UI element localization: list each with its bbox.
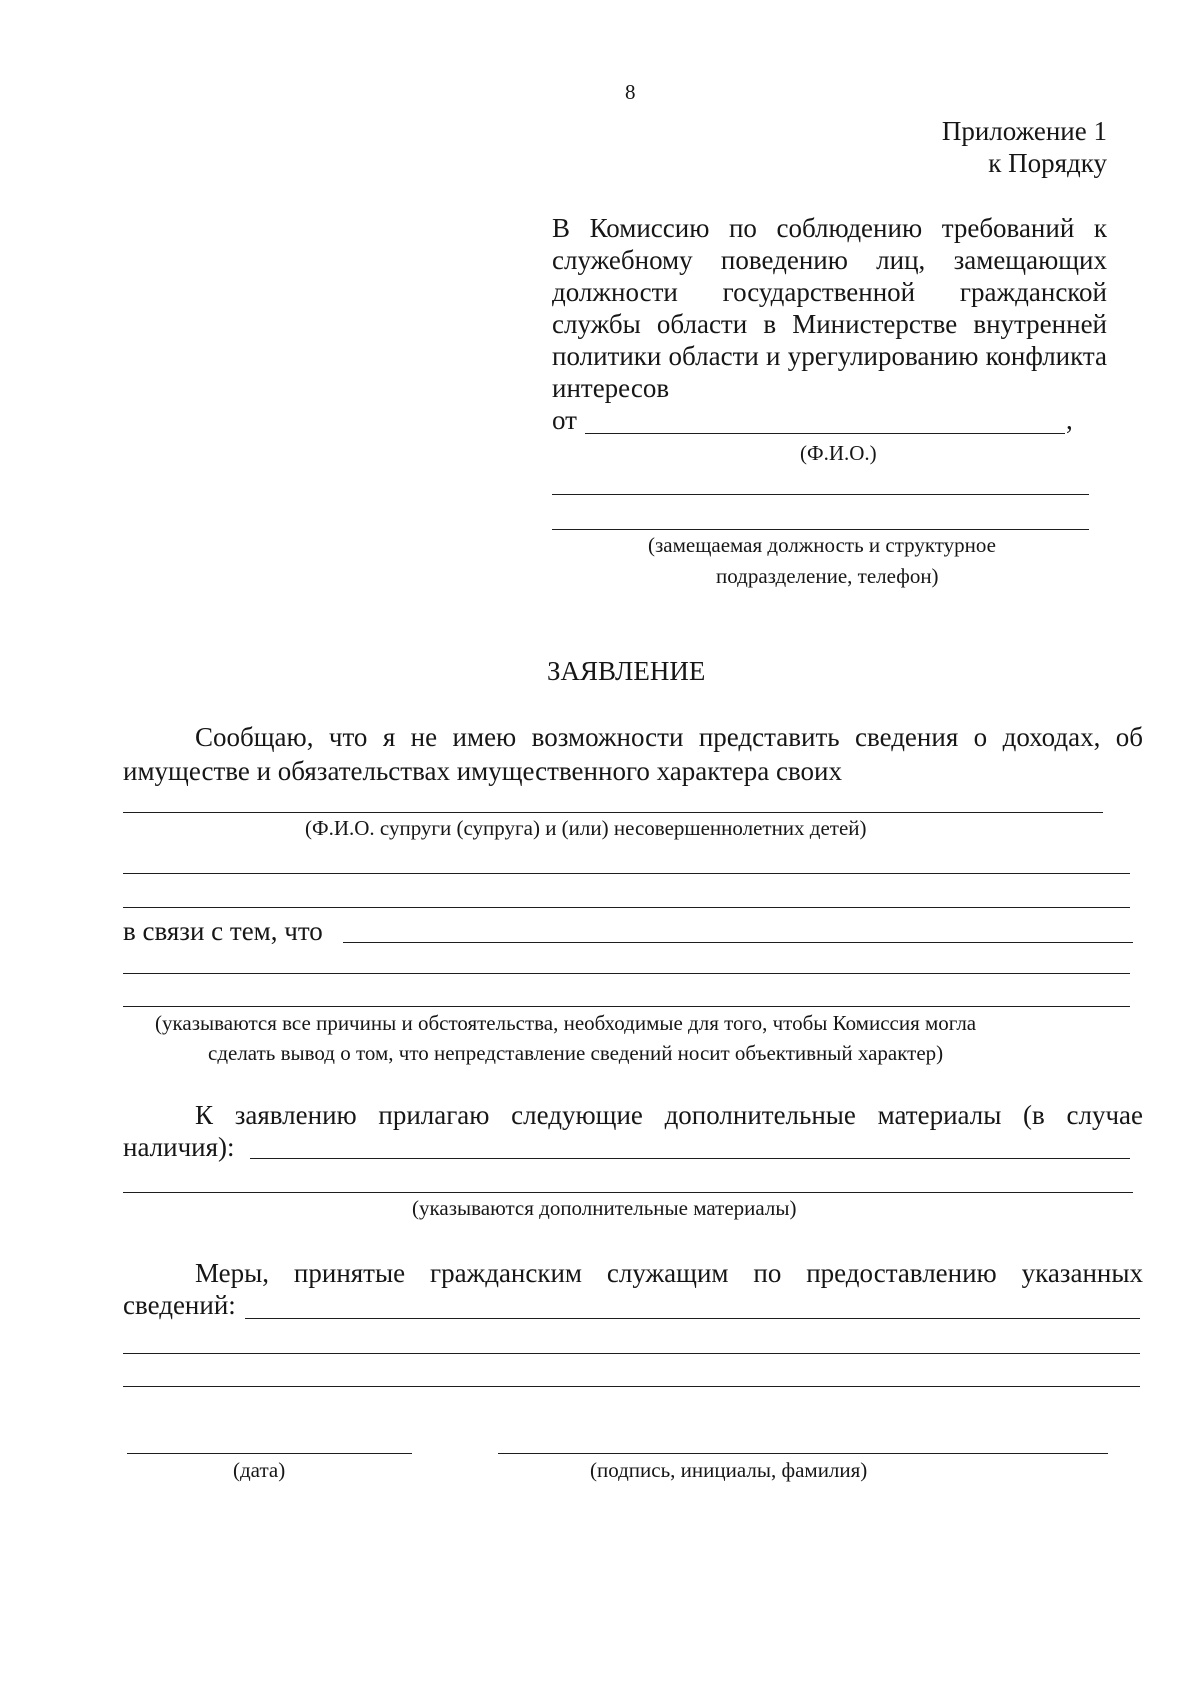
addressee-line-2: служебному поведению лиц, замещающих	[552, 245, 1107, 275]
attachments-field-line-1[interactable]	[250, 1158, 1130, 1159]
relatives-caption: (Ф.И.О. супруги (супруга) и (или) несовершеннолетних детей)	[305, 816, 867, 840]
appendix-title: Приложение 1	[941, 116, 1107, 146]
addressee-line-1: В Комиссию по соблюдению требований к	[552, 213, 1107, 243]
reason-field-line-2[interactable]	[123, 973, 1130, 974]
measures-field-line-3[interactable]	[123, 1386, 1140, 1387]
addressee-line-4: службы области в Министерстве внутренней	[552, 309, 1107, 339]
signature-caption: (подпись, инициалы, фамилия)	[590, 1458, 868, 1482]
page-number: 8	[625, 80, 636, 104]
reason-caption-line-2: сделать вывод о том, что непредставление сведений носит объективный характер)	[208, 1041, 944, 1065]
date-caption: (дата)	[233, 1458, 286, 1482]
addressee-line-6: интересов	[552, 373, 670, 403]
measures-field-line-1[interactable]	[245, 1318, 1140, 1319]
addressee-line-5: политики области и урегулированию конфликта	[552, 341, 1107, 371]
fio-field-line[interactable]	[585, 433, 1065, 434]
position-caption-line-2: подразделение, телефон)	[716, 564, 939, 588]
attachments-field-line-2[interactable]	[123, 1192, 1133, 1193]
attachments-line-1: К заявлению прилагаю следующие дополнительные материалы (в случае	[195, 1100, 1143, 1130]
reason-field-line-3[interactable]	[123, 1006, 1130, 1007]
addressee-line-3: должности государственной гражданской	[552, 277, 1107, 307]
relatives-field-line[interactable]	[123, 812, 1103, 813]
document-title: ЗАЯВЛЕНИЕ	[547, 656, 706, 686]
statement-line-1: Сообщаю, что я не имею возможности представить сведения о доходах, об	[195, 722, 1143, 752]
relatives-extra-line-1[interactable]	[123, 873, 1130, 874]
from-comma: ,	[1066, 405, 1073, 435]
date-field-line[interactable]	[127, 1453, 412, 1454]
measures-field-line-2[interactable]	[123, 1353, 1140, 1354]
attachments-label: наличия):	[123, 1132, 235, 1162]
appendix-subtitle: к Порядку	[988, 148, 1107, 178]
position-field-line-2[interactable]	[552, 529, 1089, 530]
reason-label: в связи с тем, что	[123, 916, 323, 946]
attachments-caption: (указываются дополнительные материалы)	[412, 1196, 797, 1220]
signature-field-line[interactable]	[498, 1453, 1108, 1454]
relatives-extra-line-2[interactable]	[123, 907, 1130, 908]
position-caption-line-1: (замещаемая должность и структурное	[648, 533, 996, 557]
measures-label: сведений:	[123, 1290, 236, 1320]
from-label: от	[552, 405, 577, 435]
position-field-line-1[interactable]	[552, 494, 1089, 495]
statement-line-2: имуществе и обязательствах имущественного характера своих	[123, 756, 842, 786]
reason-field-line-1[interactable]	[343, 942, 1133, 943]
measures-line-1: Меры, принятые гражданским служащим по предоставлению указанных	[195, 1258, 1143, 1288]
reason-caption-line-1: (указываются все причины и обстоятельства, необходимые для того, чтобы Комиссия могла	[155, 1011, 977, 1035]
fio-caption: (Ф.И.О.)	[800, 441, 877, 465]
